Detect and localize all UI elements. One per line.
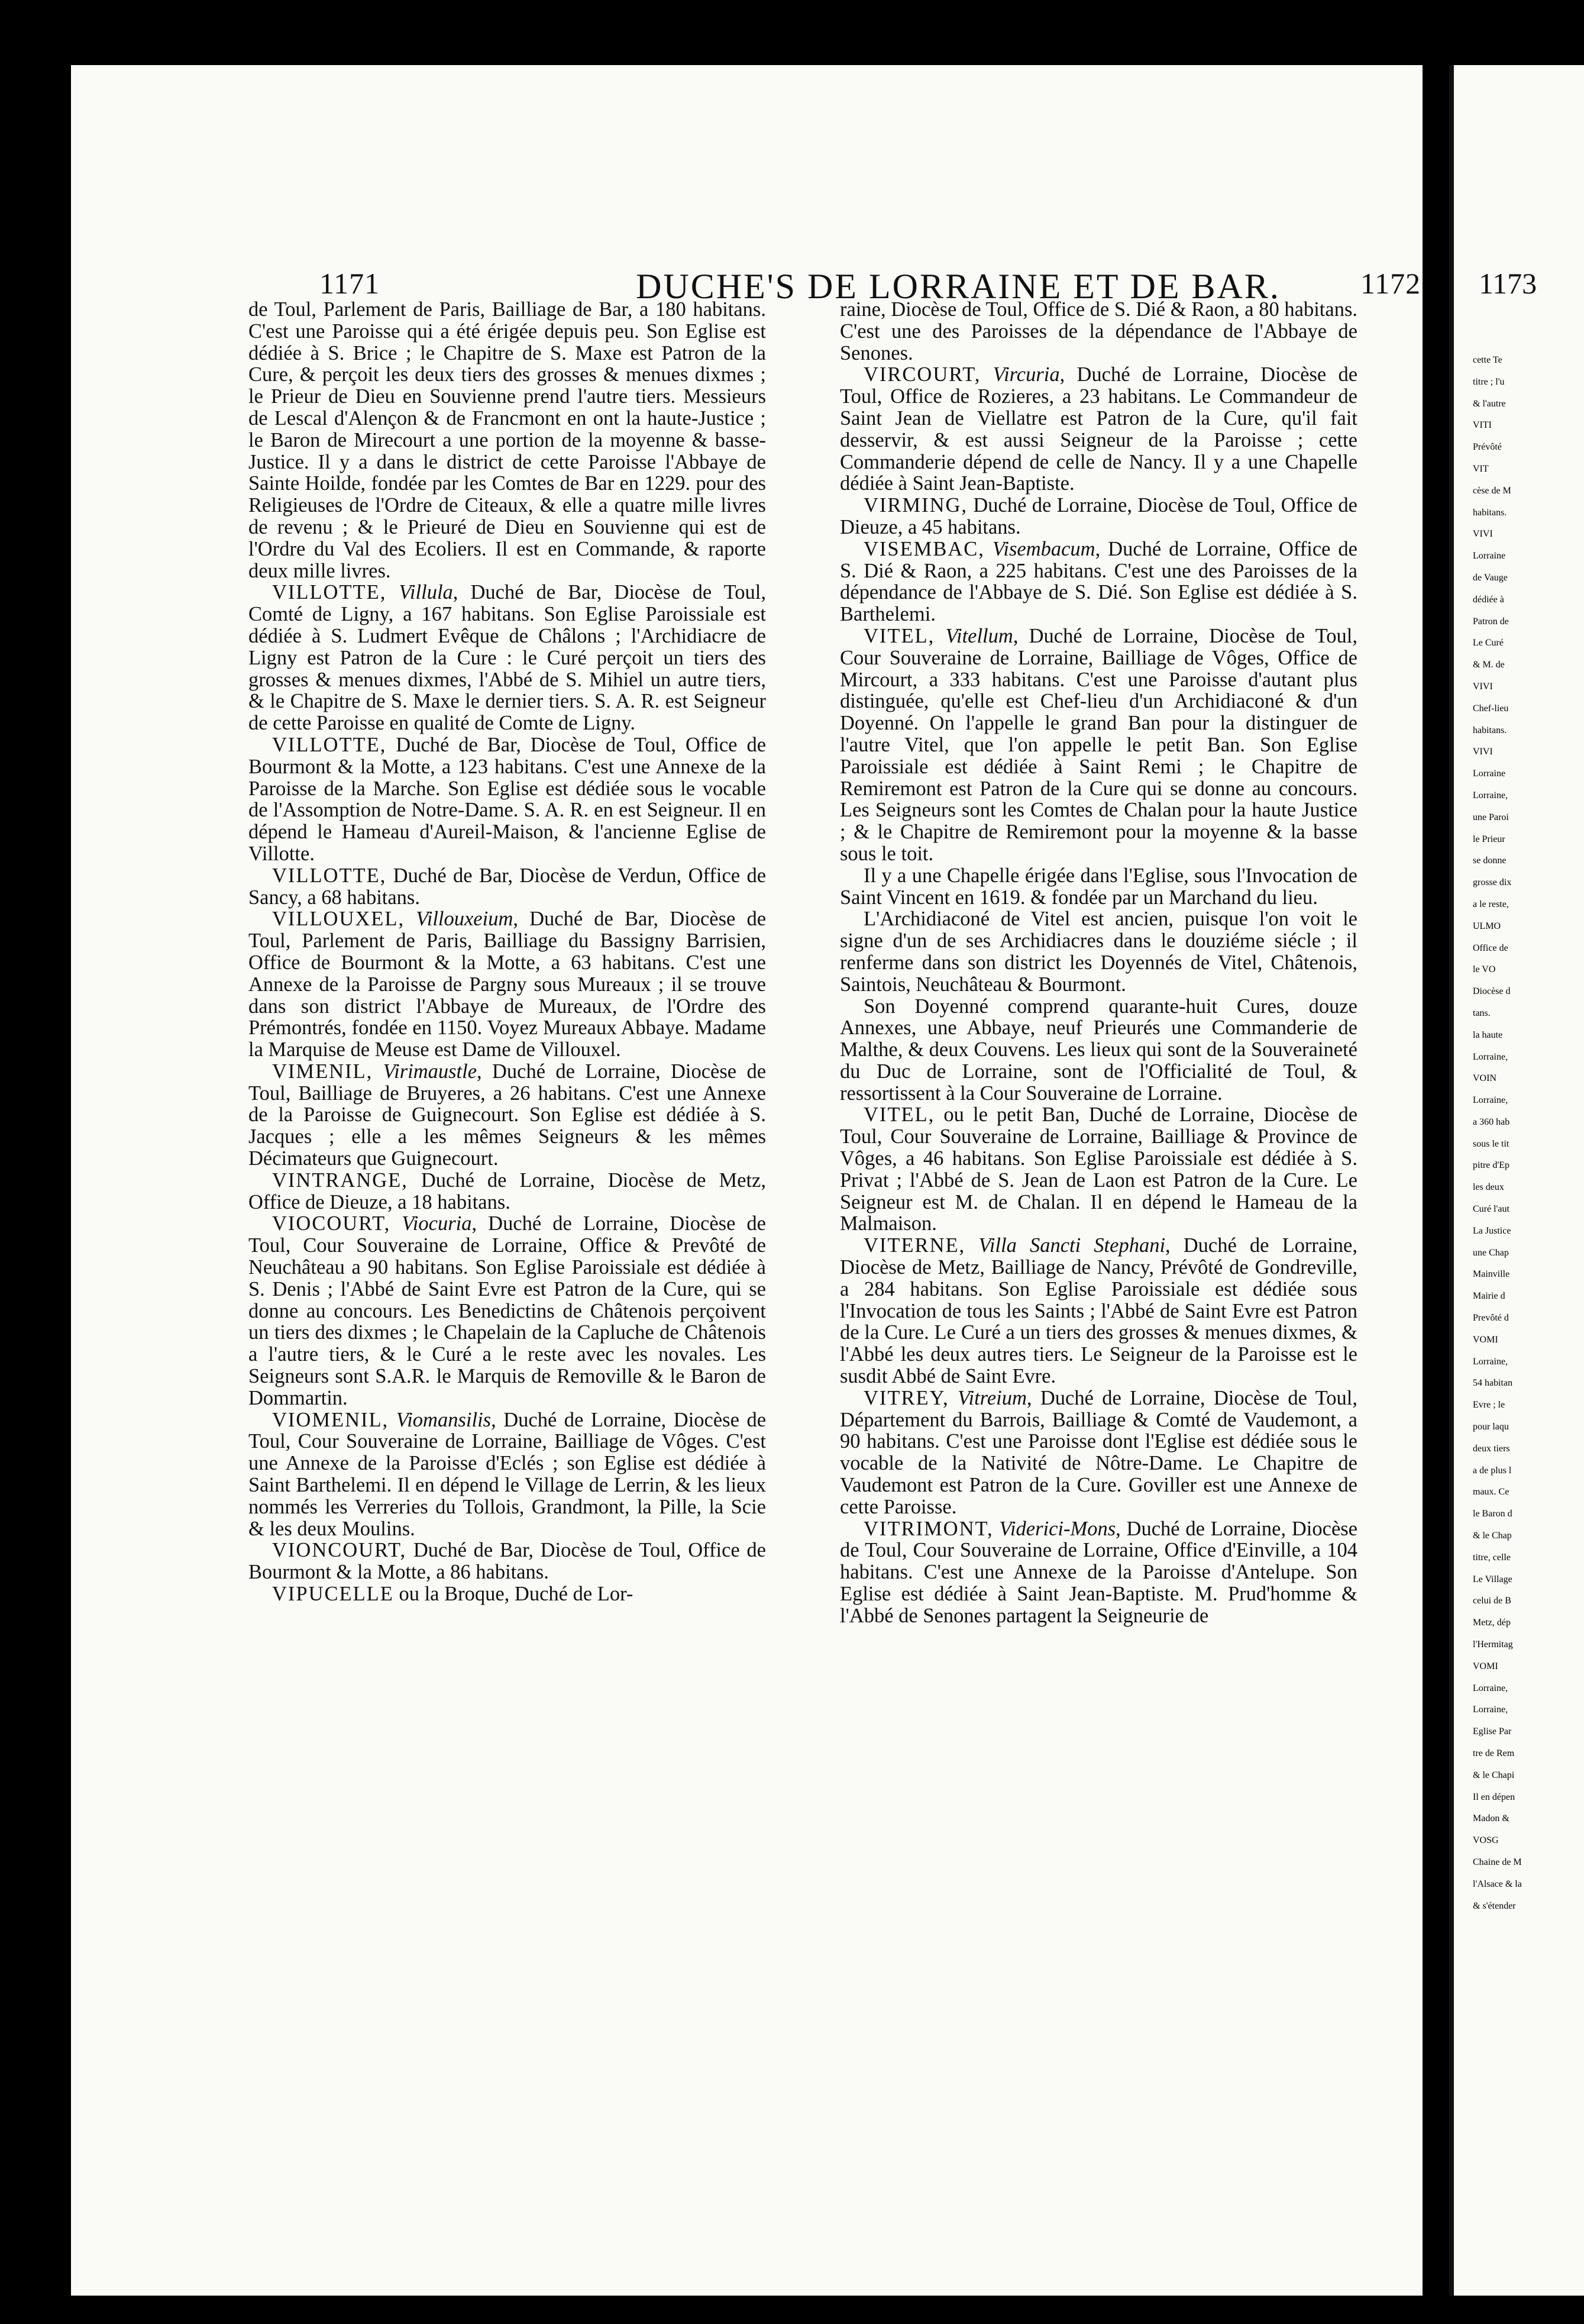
next-page-line: une Chap bbox=[1473, 1247, 1509, 1258]
entry-paragraph bbox=[248, 299, 766, 582]
entry-text: raine, Diocèse de Toul, Office de S. Dié & Raon, a 80 habitans. C'est une des Paroisses de la dépendance de l'Abbaye de Senones. bbox=[840, 299, 1357, 364]
entry-headword: VITERNE, bbox=[864, 1234, 966, 1257]
entry-paragraph bbox=[248, 908, 766, 1061]
next-page-line: ULMO bbox=[1473, 921, 1501, 931]
next-page-line: Diocèse d bbox=[1473, 986, 1511, 997]
next-page-line: Lorraine, bbox=[1473, 790, 1508, 801]
entry-headword: VITREY, bbox=[864, 1386, 949, 1409]
entry-paragraph bbox=[840, 865, 1357, 909]
entry-paragraph bbox=[248, 734, 766, 865]
next-page-line: Prévôté bbox=[1473, 442, 1502, 453]
next-page-line: le Prieur bbox=[1473, 834, 1505, 844]
next-page-line: Mairie d bbox=[1473, 1291, 1505, 1302]
next-page-line: grosse dix bbox=[1473, 877, 1512, 888]
next-page-line: & M. de bbox=[1473, 660, 1505, 670]
next-page-line: Evre ; le bbox=[1473, 1400, 1505, 1410]
entry-text: , Duché de Lorraine, Diocèse de Toul, Office de Rozieres, a 23 habitans. Le Commandeur de Saint Jean de Viellatre est Patron de la Cure, qu'il fait desservir, & est aussi Seigneur de la Paroisse ; cette Commanderie dépend de celle de Nancy. Il y a une Chapelle dédiée à Saint Jean-Baptiste. bbox=[840, 363, 1357, 495]
next-page-line: les deux bbox=[1473, 1182, 1504, 1193]
page-next-partial bbox=[1449, 65, 1584, 2296]
next-page-line: Lorraine, bbox=[1473, 1356, 1508, 1367]
latin-name: Villouxeium bbox=[416, 908, 513, 931]
entry-text: Duché de Bar, Diocèse de Toul, Office de Bourmont & la Motte, a 86 habitans. bbox=[248, 1539, 766, 1584]
latin-name: Villa Sancti Stephani bbox=[978, 1234, 1166, 1257]
next-page-line: la haute bbox=[1473, 1029, 1503, 1040]
entry-text: Duché de Lorraine, Diocèse de Metz, Office de Dieuze, a 18 habitans. bbox=[248, 1169, 766, 1213]
running-title: DUCHE'S DE LORRAINE ET DE BAR. bbox=[636, 267, 1281, 306]
entry-headword: VILLOTTE, bbox=[272, 733, 387, 756]
next-page-line: 54 habitan bbox=[1473, 1378, 1513, 1389]
text-column-right bbox=[840, 299, 1357, 2162]
next-page-line: le VO bbox=[1473, 964, 1496, 975]
next-page-line: VOMI bbox=[1473, 1334, 1498, 1345]
entry-text: , Duché de Lorraine, Diocèse de Toul, Cour Souveraine de Lorraine, Bailliage de Vôges, Office de Mircourt, a 333 habitans. C'est une Paroisse d'autant plus distinguée, qu'elle est Chef-lieu d'un Archidiaconé & d'un Doyenné. On l'appelle le grand Ban pour la distinguer de l'autre Vitel, que l'on appelle le petit Ban. Son Eglise Paroissiale est dédiée à Saint Remi ; le Chapitre de Remiremont est Patron de la Cure qui se donne au concours. Les Seigneurs sont les Comtes de Chalan pour la haute Justice ; & le Chapitre de Remiremont pour la moyenne & la basse sous le toit. bbox=[840, 624, 1357, 865]
entry-headword: VILLOTTE, bbox=[272, 864, 387, 887]
entry-paragraph bbox=[248, 1213, 766, 1409]
entry-text: , Duché de Lorraine, Diocèse de Toul, Bailliage de Bruyeres, a 26 habitans. C'est une Annexe de la Paroisse de Guignecourt. Son Eglise est dédiée à S. Jacques ; elle a les mêmes Seigneurs & les mêmes Décimateurs que Guignecourt. bbox=[248, 1060, 766, 1170]
entry-paragraph bbox=[840, 625, 1357, 865]
page-number-right: 1172 bbox=[1360, 267, 1421, 300]
entry-paragraph bbox=[840, 1235, 1357, 1387]
entry-paragraph bbox=[840, 364, 1357, 495]
next-page-line: a 360 hab bbox=[1473, 1116, 1510, 1127]
next-page-line: Curé l'aut bbox=[1473, 1204, 1509, 1215]
entry-paragraph bbox=[248, 1409, 766, 1540]
next-page-line: Lorraine bbox=[1473, 769, 1506, 779]
next-page-line: celui de B bbox=[1473, 1596, 1511, 1606]
next-page-line: Chef-lieu bbox=[1473, 703, 1509, 714]
entry-text: , Duché de Bar, Diocèse de Toul, Parlement de Paris, Bailliage du Bassigny Barrisien, Office de Bourmont & la Motte, a 63 habitans. C'est une Annexe de la Paroisse de Pargny sous Mureaux ; il se trouve dans son district l'Abbaye de Mureaux, de l'Ordre des Prémontrés, fondée en 1150. Voyez Mureaux Abbaye. Madame la Marquise de Meuse est Dame de Villouxel. bbox=[248, 908, 766, 1061]
entry-text: , Duché de Lorraine, Diocèse de Toul, Département du Barrois, Bailliage & Comté de Vaudemont, a 90 habitans. C'est une Paroisse dont l'Eglise est dédiée sous le vocable de la Nativité de Nôtre-Dame. Le Chapitre de Vaudemont est Patron de la Cure. Goviller est une Annexe de cette Paroisse. bbox=[840, 1386, 1357, 1518]
next-page-line: VIVI bbox=[1473, 747, 1493, 757]
next-page-line: une Paroi bbox=[1473, 812, 1509, 822]
next-page-line: sous le tit bbox=[1473, 1138, 1509, 1149]
next-page-line: Lorraine, bbox=[1473, 1051, 1508, 1062]
next-page-line: & le Chap bbox=[1473, 1531, 1512, 1541]
next-page-line: Il en dépen bbox=[1473, 1792, 1515, 1802]
next-page-line: VIVI bbox=[1473, 681, 1493, 692]
next-page-line: Eglise Par bbox=[1473, 1726, 1512, 1737]
entry-headword: VILLOTTE, bbox=[272, 581, 387, 604]
latin-name: Visembacum bbox=[992, 537, 1095, 560]
next-page-line: a de plus l bbox=[1473, 1465, 1512, 1476]
entry-text: , Duché de Lorraine, Office de S. Dié & Raon, a 225 habitans. C'est une des Paroisses de la dépendance de l'Abbaye de S. Dié. Son Eglise est dédiée à S. Barthelemi. bbox=[840, 537, 1357, 626]
latin-name: Vitellum bbox=[945, 624, 1013, 647]
entry-text: Il y a une Chapelle érigée dans l'Eglise, sous l'Invocation de Saint Vincent en 1619. & fondée par un Marchand du lieu. bbox=[840, 864, 1357, 909]
latin-name: Viocuria bbox=[402, 1212, 472, 1235]
entry-paragraph bbox=[248, 1539, 766, 1583]
entry-headword: VIRCOURT, bbox=[864, 363, 981, 386]
entry-text: , Duché de Lorraine, Diocèse de Toul, Cour Souveraine de Lorraine, Office & Prevôté de Neuchâteau a 90 habitans. Son Eglise Paroissiale est dédiée à S. Denis ; l'Abbé de Saint Evre est Patron de la Cure, qui se donne au concours. Les Benedictins de Châtenois perçoivent un tiers des dixmes ; le Chapelain de la Capluche de Châtenois a l'autre tiers, & le Curé a le reste avec les novales. Les Seigneurs sont S.A.R. le Marquis de Removille & le Baron de Dommartin. bbox=[248, 1212, 766, 1409]
next-page-line: habitans. bbox=[1473, 725, 1507, 735]
next-page-line: a le reste, bbox=[1473, 899, 1509, 909]
latin-name: Villula bbox=[399, 581, 453, 604]
entry-text: , Duché de Bar, Diocèse de Toul, Comté de Ligny, a 167 habitans. Son Eglise Paroissiale est dédiée à S. Ludmert Evêque de Châlons ; l'Archidiacre de Ligny est Patron de la Cure : le Curé perçoit un tiers des grosses & menues dixmes, l'Abbé de S. Mihiel un autre tiers, & le Chapitre de S. Maxe le dernier tiers. S. A. R. est Seigneur de cette Paroisse en qualité de Comte de Ligny. bbox=[248, 581, 766, 735]
entry-paragraph bbox=[840, 538, 1357, 625]
entry-text: ou le petit Ban, Duché de Lorraine, Diocèse de Toul, Cour Souveraine de Lorraine, Bailliage & Province de Vôges, a 46 habitans. Son Eglise Paroissiale est dédiée à S. Privat ; l'Abbé de S. Jean de Laon est Patron de la Cure. Le Seigneur est M. de Chalan. Il en dépend le Hameau de la Malmaison. bbox=[840, 1103, 1357, 1235]
entry-text: Duché de Bar, Diocèse de Toul, Office de Bourmont & la Motte, a 123 habitans. C'est une Annexe de la Paroisse de la Marche. Son Eglise est dédiée sous le vocable de l'Assomption de Notre-Dame. S. A. R. en est Seigneur. Il en dépend le Hameau d'Aureil-Maison, & l'ancienne Eglise de Villotte. bbox=[248, 733, 766, 865]
entry-text: , Duché de Lorraine, Diocèse de Toul, Cour Souveraine de Lorraine, Bailliage de Vôges. C'est une Annexe de la Paroisse d'Eclés ; son Eglise est dédiée à Saint Barthelemi. Il en dépend le Village de Lerrin, & les lieux nommés les Verreries du Tollois, Grandmont, la Pille, la Scie & les deux Moulins. bbox=[248, 1408, 766, 1540]
next-page-line: VITI bbox=[1473, 420, 1492, 431]
entry-paragraph bbox=[840, 996, 1357, 1105]
entry-text: L'Archidiaconé de Vitel est ancien, puisque l'on voit le signe d'un de ses Archidiacres dans le douziéme siécle ; il renferme dans son district les Doyennés de Vitel, Châtenois, Saintois, Neuchâteau & Bourmont. bbox=[840, 908, 1357, 996]
next-page-line: La Justice bbox=[1473, 1225, 1511, 1236]
next-page-text bbox=[1473, 355, 1584, 1922]
entry-text: Duché de Lorraine, Diocèse de Toul, Office de Dieuze, a 45 habitans. bbox=[840, 494, 1357, 538]
next-page-line: pour laqu bbox=[1473, 1422, 1509, 1432]
entry-headword: VITRIMONT, bbox=[864, 1517, 994, 1540]
entry-text: ou la Broque, Duché de Lor- bbox=[399, 1583, 633, 1606]
next-page-line: l'Alsace & la bbox=[1473, 1878, 1522, 1889]
next-page-line: deux tiers bbox=[1473, 1443, 1510, 1454]
entry-text: Duché de Bar, Diocèse de Verdun, Office de Sancy, a 68 habitans. bbox=[248, 864, 766, 909]
next-page-line: Le Village bbox=[1473, 1574, 1512, 1584]
next-page-line: Lorraine, bbox=[1473, 1683, 1508, 1693]
next-page-line: Chaine de M bbox=[1473, 1857, 1522, 1867]
entry-headword: VINTRANGE, bbox=[272, 1169, 408, 1192]
next-page-line: Metz, dép bbox=[1473, 1618, 1511, 1628]
next-page-line: & s'étender bbox=[1473, 1900, 1516, 1911]
entry-paragraph bbox=[248, 1170, 766, 1213]
text-column-left bbox=[248, 299, 766, 2162]
latin-name: Vircuria bbox=[993, 363, 1060, 386]
entry-headword: VIMENIL, bbox=[272, 1060, 373, 1083]
next-page-line: habitans. bbox=[1473, 507, 1507, 518]
next-page-line: VOIN bbox=[1473, 1073, 1496, 1084]
entry-paragraph bbox=[840, 299, 1357, 364]
next-page-line: Patron de bbox=[1473, 616, 1509, 627]
entry-paragraph bbox=[840, 495, 1357, 538]
next-page-line: Lorraine, bbox=[1473, 1095, 1508, 1106]
next-page-line: Madon & bbox=[1473, 1813, 1509, 1824]
latin-name: Vitreium bbox=[958, 1386, 1027, 1409]
entry-paragraph bbox=[248, 1061, 766, 1170]
entry-headword: VIOMENIL, bbox=[272, 1408, 389, 1431]
next-page-line: & le Chapi bbox=[1473, 1770, 1515, 1780]
entry-headword: VITEL, bbox=[864, 1103, 935, 1127]
entry-text: , Duché de Lorraine, Diocèse de Metz, Bailliage de Nancy, Prévôté de Gondreville, a 284 habitans. Son Eglise Paroissiale est dédiée sous l'Invocation de tous les Saints ; l'Abbé de Saint Evre est Patron de la Cure. Le Curé a un tiers des grosses & menues dixmes, & l'Abbé les deux autres tiers. Le Seigneur de la Paroisse est le susdit Abbé de Saint Evre. bbox=[840, 1234, 1357, 1388]
next-page-line: VIVI bbox=[1473, 529, 1493, 540]
next-page-line: Prevôté d bbox=[1473, 1313, 1509, 1324]
entry-text: , Duché de Lorraine, Diocèse de Toul, Cour Souveraine de Lorraine, Office d'Einville, a 104 habitans. C'est une Annexe de la Paroisse d'Antelupe. Son Eglise est dédiée à Saint Jean-Baptiste. M. Prud'homme & l'Abbé de Senones partagent la Seigneurie de bbox=[840, 1517, 1357, 1627]
next-page-line: maux. Ce bbox=[1473, 1487, 1509, 1497]
entry-paragraph bbox=[840, 1104, 1357, 1235]
entry-headword: VIOCOURT, bbox=[272, 1212, 391, 1235]
next-page-line: Lorraine bbox=[1473, 551, 1506, 561]
next-page-line: Lorraine, bbox=[1473, 1705, 1508, 1715]
entry-paragraph bbox=[248, 865, 766, 909]
entry-paragraph bbox=[840, 1387, 1357, 1518]
next-page-line: se donne bbox=[1473, 856, 1507, 866]
latin-name: Viderici-Mons bbox=[999, 1517, 1116, 1540]
next-page-line: titre ; l'u bbox=[1473, 376, 1505, 387]
entry-headword: VILLOUXEL, bbox=[272, 908, 405, 931]
gutter-shadow bbox=[1449, 65, 1454, 2296]
next-page-line: Le Curé bbox=[1473, 638, 1504, 648]
next-page-line: Mainville bbox=[1473, 1269, 1510, 1280]
next-page-line: cette Te bbox=[1473, 355, 1502, 365]
entry-text: de Toul, Parlement de Paris, Bailliage de Bar, a 180 habitans. C'est une Paroisse qui a été érigée depuis peu. Son Eglise est dédiée à S. Brice ; le Chapitre de S. Maxe est Patron de la Cure, & perçoit les deux tiers des grosses & menues dixmes ; le Prieur de Dieu en Souvienne prend l'autre tiers. Messieurs de Lescal d'Alençon & de Francmont en ont la haute-Justice ; le Baron de Mirecourt a une portion de la moyenne & basse-Justice. Il y a dans le district de cette Paroisse l'Abbaye de Sainte Hoilde, fondée par les Comtes de Bar en 1229. pour des Religieuses de l'Ordre de Citeaux, & elle a quatre mille livres de revenu ; & le Prieuré de Dieu en Souvienne qui est de l'Ordre du Val des Ecoliers. Il est en Commande, & raporte deux mille livres. bbox=[248, 299, 766, 582]
entry-paragraph bbox=[248, 582, 766, 734]
entry-headword: VIPUCELLE bbox=[272, 1583, 394, 1606]
entry-paragraph bbox=[840, 908, 1357, 995]
next-page-line: & l'autre bbox=[1473, 398, 1506, 409]
next-page-line: l'Hermitag bbox=[1473, 1639, 1513, 1650]
next-page-line: le Baron d bbox=[1473, 1509, 1512, 1519]
entry-headword: VITEL, bbox=[864, 624, 935, 647]
entry-paragraph bbox=[840, 1518, 1357, 1627]
next-page-line: titre, celle bbox=[1473, 1552, 1511, 1563]
next-page-line: tans. bbox=[1473, 1008, 1491, 1018]
next-page-line: de Vauge bbox=[1473, 572, 1508, 583]
page-number-left: 1171 bbox=[319, 267, 380, 300]
latin-name: Viomansilis bbox=[396, 1408, 492, 1431]
entry-headword: VIRMING, bbox=[864, 494, 968, 517]
latin-name: Virimaustle bbox=[383, 1060, 477, 1083]
next-page-line: dédiée à bbox=[1473, 594, 1504, 605]
page-number-next: 1173 bbox=[1479, 267, 1537, 300]
next-page-line: cèse de M bbox=[1473, 485, 1511, 496]
next-page-line: VOSG bbox=[1473, 1835, 1499, 1846]
next-page-line: tre de Rem bbox=[1473, 1748, 1515, 1758]
entry-text: Son Doyenné comprend quarante-huit Cures, douze Annexes, une Abbaye, neuf Prieurés une Commanderie de Malthe, & deux Couvens. Les lieux qui sont de la Souveraineté du Duc de Lorraine, sont de l'Officialité de Toul, & ressortissent à la Cour Souveraine de Lorraine. bbox=[840, 995, 1357, 1105]
entry-paragraph bbox=[248, 1583, 766, 1605]
next-page-line: Office de bbox=[1473, 942, 1508, 953]
entry-headword: VISEMBAC, bbox=[864, 537, 985, 560]
entry-headword: VIONCOURT, bbox=[272, 1539, 407, 1562]
next-page-line: VIT bbox=[1473, 463, 1489, 474]
next-page-line: VOMI bbox=[1473, 1661, 1498, 1671]
next-page-line: pitre d'Ep bbox=[1473, 1160, 1509, 1171]
